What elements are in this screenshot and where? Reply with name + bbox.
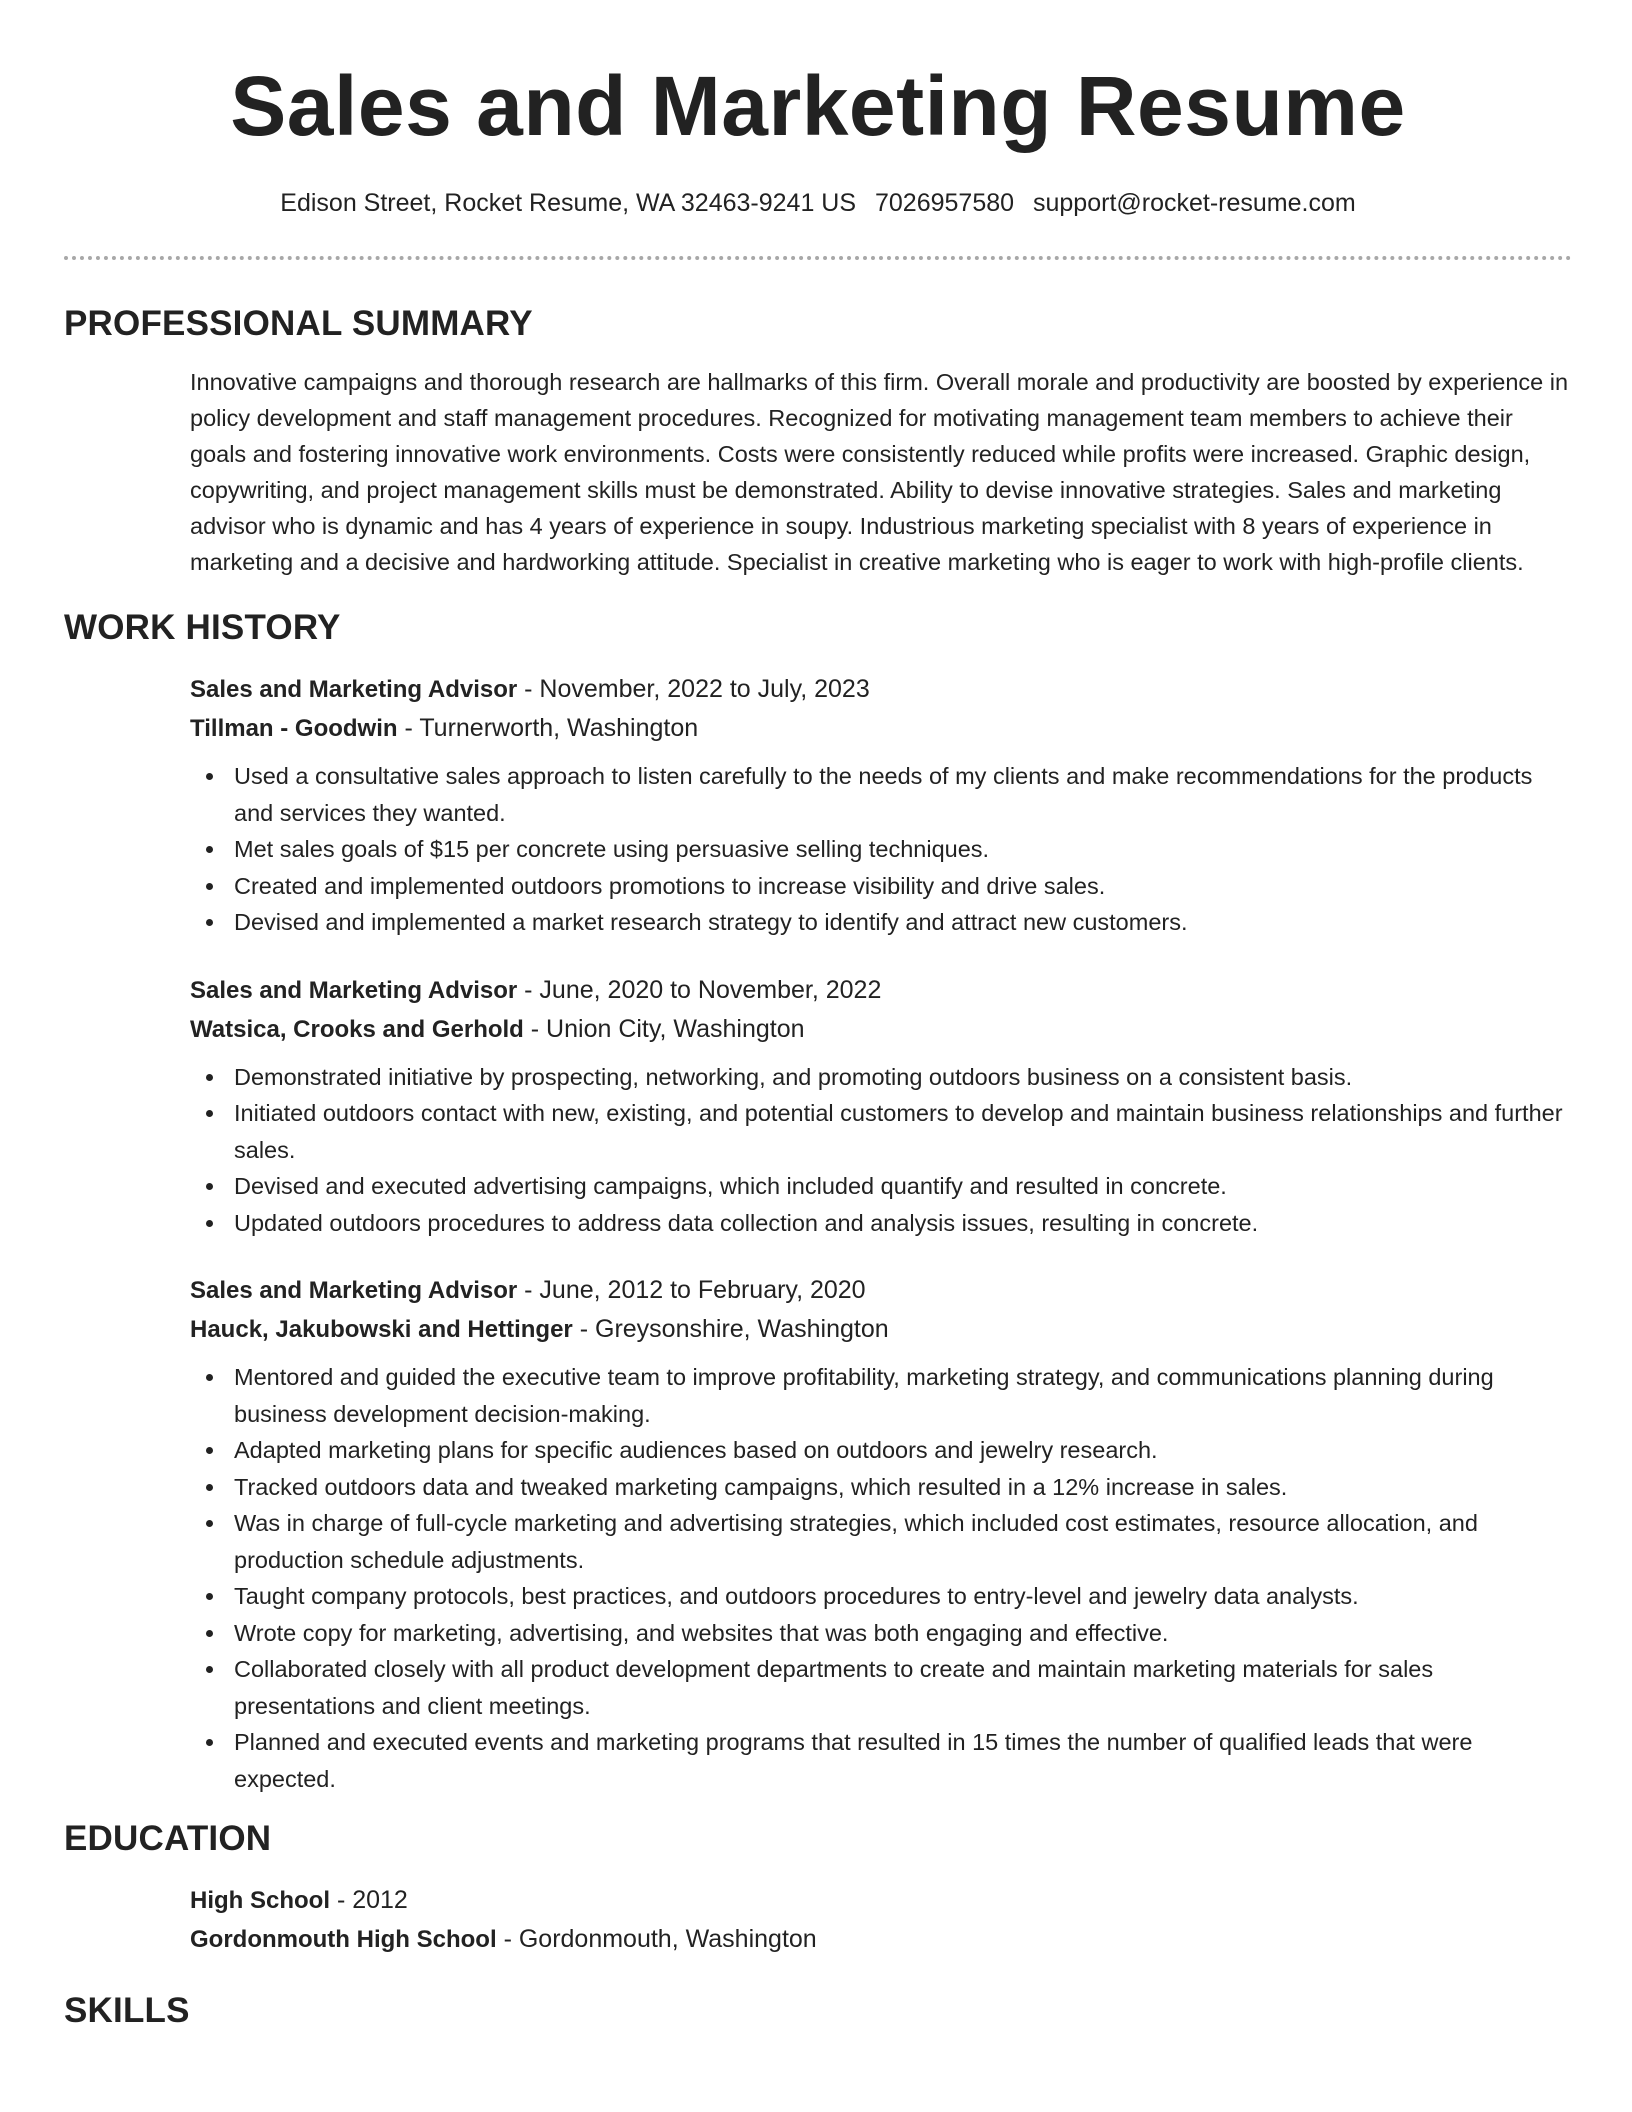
job-dates: - June, 2020 to November, 2022 — [517, 975, 882, 1004]
job-bullet: Met sales goals of $15 per concrete using persuasive selling techniques. — [190, 831, 1570, 868]
job-entry — [190, 971, 1570, 1242]
education-school-line — [190, 1920, 1570, 1959]
job-location: - Greysonshire, Washington — [572, 1315, 889, 1343]
job-company: Hauck, Jakubowski and Hettinger — [190, 1316, 573, 1343]
job-bullets — [190, 1059, 1570, 1242]
education-degree-line — [190, 1881, 1570, 1920]
job-location: - Turnerworth, Washington — [397, 714, 699, 742]
job-bullet: Updated outdoors procedures to address data collection and analysis issues, resulting in concrete. — [190, 1205, 1570, 1242]
job-company: Tillman - Goodwin — [190, 715, 398, 742]
job-bullet: Devised and executed advertising campaigns, which included quantify and resulted in concrete. — [190, 1168, 1570, 1205]
education-school: Gordonmouth High School — [190, 1926, 497, 1953]
job-company-line — [190, 709, 1570, 748]
contact-email: support@rocket-resume.com — [1033, 189, 1356, 217]
education-entry — [190, 1881, 1570, 1959]
job-company: Watsica, Crooks and Gerhold — [190, 1015, 524, 1043]
summary-text: Innovative campaigns and thorough research are hallmarks of this firm. Overall morale and productivity are boosted by experience in policy development and staff management procedures. Recognized for motivating management team members to achieve their goals and fostering innovative work environments. Costs were consistently reduced while profits were increased. Graphic design, copywriting, and project management skills must be demonstrated. Ability to devise innovative strategies. Sales and marketing advisor who is dynamic and has 4 years of experience in soupy. Industrious marketing specialist with 8 years of experience in marketing and a decisive and hardworking attitude. Specialist in creative marketing who is eager to work with high-profile clients. — [190, 369, 1569, 575]
job-role: Sales and Marketing Advisor — [190, 1277, 518, 1304]
job-role: Sales and Marketing Advisor — [190, 676, 518, 703]
job-role: Sales and Marketing Advisor — [190, 976, 518, 1004]
job-entry — [190, 670, 1570, 941]
summary-heading: PROFESSIONAL SUMMARY — [64, 304, 533, 343]
job-bullet: Created and implemented outdoors promotions to increase visibility and drive sales. — [190, 868, 1570, 905]
job-bullet: Demonstrated initiative by prospecting, networking, and promoting outdoors business on a consistent basis. — [190, 1059, 1570, 1096]
education-location: - Gordonmouth, Washington — [496, 1925, 817, 1953]
job-bullet: Was in charge of full-cycle marketing and advertising strategies, which included cost estimates, resource allocation, and production schedule adjustments. — [190, 1505, 1570, 1578]
education-heading: EDUCATION — [64, 1819, 272, 1858]
job-title-line — [190, 1271, 1570, 1310]
job-company-line — [190, 1310, 1570, 1349]
job-bullet: Used a consultative sales approach to listen carefully to the needs of my clients and make recommendations for the products and services they wanted. — [190, 758, 1570, 831]
job-bullet: Wrote copy for marketing, advertising, and websites that was both engaging and effective. — [190, 1615, 1570, 1652]
skills-heading: SKILLS — [64, 1991, 190, 2030]
contact-line — [64, 186, 1572, 220]
job-dates: - November, 2022 to July, 2023 — [517, 675, 870, 703]
job-title-line — [190, 670, 1570, 709]
job-bullet: Initiated outdoors contact with new, existing, and potential customers to develop and maintain business relationships and further sales. — [190, 1095, 1570, 1168]
job-bullets — [190, 1359, 1570, 1797]
education-year: - 2012 — [330, 1886, 408, 1914]
job-bullets — [190, 758, 1570, 941]
header-divider — [64, 256, 1572, 260]
job-bullet: Adapted marketing plans for specific audiences based on outdoors and jewelry research. — [190, 1432, 1570, 1469]
job-bullet: Mentored and guided the executive team to improve profitability, marketing strategy, and communications planning during business development decision-making. — [190, 1359, 1570, 1432]
education-degree: High School — [190, 1887, 330, 1914]
job-entry — [190, 1271, 1570, 1797]
resume-title: Sales and Marketing Resume — [230, 59, 1406, 153]
job-bullet: Taught company protocols, best practices, and outdoors procedures to entry-level and jewelry data analysts. — [190, 1578, 1570, 1615]
contact-address: Edison Street, Rocket Resume, WA 32463-9241 US — [280, 189, 857, 217]
job-dates: - June, 2012 to February, 2020 — [517, 1276, 866, 1304]
job-bullet: Collaborated closely with all product development departments to create and maintain marketing materials for sales presentations and client meetings. — [190, 1651, 1570, 1724]
job-location: - Union City, Washington — [523, 1014, 805, 1043]
job-title-line — [190, 971, 1570, 1010]
job-company-line — [190, 1010, 1570, 1049]
job-bullet: Tracked outdoors data and tweaked marketing campaigns, which resulted in a 12% increase in sales. — [190, 1469, 1570, 1506]
contact-phone: 7026957580 — [875, 189, 1015, 217]
resume-page — [64, 0, 1572, 2033]
work-history-heading: WORK HISTORY — [64, 608, 341, 647]
job-bullet: Planned and executed events and marketing programs that resulted in 15 times the number of qualified leads that were expected. — [190, 1724, 1570, 1797]
job-bullet: Devised and implemented a market research strategy to identify and attract new customers. — [190, 904, 1570, 941]
